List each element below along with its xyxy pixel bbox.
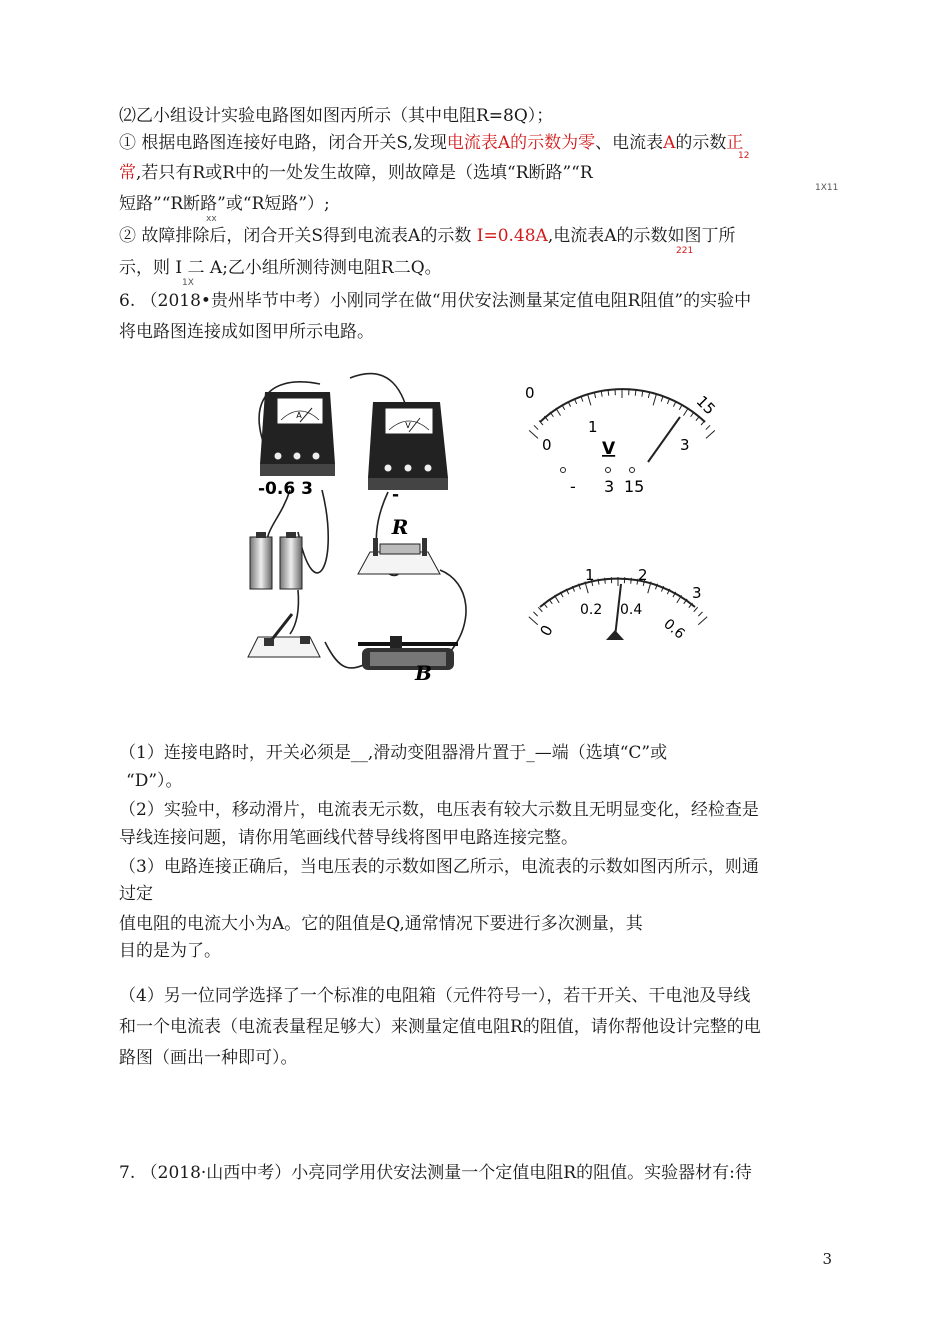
resistor bbox=[358, 515, 440, 574]
text: 值电阻的电流大小为A。它的阻值是Q,通常情况下要进行多次测量，其 bbox=[119, 914, 643, 934]
q6-part-4-line-3 bbox=[119, 1046, 298, 1070]
text: 短路”“R断路”或“R短路”）; bbox=[119, 194, 330, 214]
q6-part-3-line-1 bbox=[119, 855, 759, 879]
dial-tick bbox=[533, 612, 537, 616]
q7-line-1 bbox=[119, 1161, 752, 1185]
dial-label: 0.4 bbox=[620, 602, 643, 618]
text: “D”）。 bbox=[126, 771, 183, 791]
dial-tick bbox=[605, 578, 606, 584]
terminal-label: 15 bbox=[624, 477, 645, 496]
rheostat-label: B bbox=[415, 661, 432, 685]
dial-tick bbox=[653, 394, 656, 406]
q6-part-3-line-4 bbox=[119, 939, 221, 963]
dial-unit: V bbox=[602, 439, 616, 459]
dial-label: 0.6 bbox=[660, 616, 688, 643]
dial-tick bbox=[635, 390, 636, 396]
q5-subpart-2-line bbox=[119, 104, 553, 128]
dial-tick bbox=[694, 607, 698, 611]
dial-tick bbox=[706, 430, 715, 438]
dial-label: 0.2 bbox=[580, 602, 603, 618]
q6-part-3-line-3 bbox=[119, 912, 643, 936]
q5-line-6 bbox=[119, 256, 442, 280]
text: ⑵乙小组设计实验电路图如图丙所示（其中电阻R=8Q）； bbox=[119, 106, 554, 126]
dial-tick bbox=[698, 612, 702, 616]
voltmeter-dial bbox=[525, 384, 719, 496]
dial-label: 15 bbox=[692, 392, 719, 419]
dial-label: 3 bbox=[680, 436, 690, 454]
dial-tick bbox=[538, 607, 542, 611]
dial-tick bbox=[529, 430, 538, 438]
dial-label: 1 bbox=[585, 566, 595, 584]
terminal-label: 3 bbox=[604, 477, 615, 496]
switch bbox=[248, 614, 320, 657]
dial-label: 0 bbox=[542, 436, 552, 454]
text: 路图（画出一种即可）。 bbox=[119, 1048, 298, 1068]
dial-tick bbox=[698, 617, 707, 625]
red-text: 常 bbox=[119, 163, 136, 183]
dial-label: 0 bbox=[536, 621, 557, 640]
ammeter-terminals: -0.6 3 bbox=[258, 479, 313, 499]
text: ② 故障排除后，闭合开关S得到电流表A的示数 bbox=[119, 226, 477, 246]
circuit-figure bbox=[240, 352, 720, 737]
ammeter-label: A bbox=[296, 411, 302, 420]
text: （2）实验中，移动滑片，电流表无示数，电压表有较大示数且无明显变化，经检查是 bbox=[119, 800, 759, 820]
battery-cells bbox=[250, 532, 302, 589]
dial-tick bbox=[534, 425, 538, 429]
text: 将电路图连接成如图甲所示电路。 bbox=[119, 322, 374, 342]
voltmeter-terminals: - bbox=[392, 485, 400, 505]
rheostat bbox=[358, 636, 458, 685]
ammeter bbox=[258, 392, 335, 499]
text: 、电流表 bbox=[595, 133, 664, 153]
q6-part-4-line-1 bbox=[119, 984, 750, 1008]
voltmeter-label: V bbox=[405, 421, 411, 430]
subscript: 1X bbox=[182, 278, 194, 288]
text: 导线连接问题，请你用笔画线代替导线将图甲电路连接完整。 bbox=[119, 828, 578, 848]
subscript: 221 bbox=[676, 246, 694, 256]
q5-line-4 bbox=[119, 192, 330, 216]
dial-tick bbox=[529, 617, 538, 625]
dial-tick bbox=[588, 394, 591, 406]
red-text: 正 bbox=[726, 133, 744, 153]
dial-tick bbox=[706, 425, 710, 429]
q5-line-5 bbox=[119, 224, 736, 248]
text: ① 根据电路图连接好电路，闭合开关S,发现 bbox=[119, 133, 447, 153]
text: 6. （2018•贵州毕节中考）小刚同学在做“用伏安法测量某定值电阻R阻值”的实验中 bbox=[119, 291, 752, 311]
text: 示，则 I 二 A;乙小组所测待测电阻R二Q。 bbox=[119, 258, 442, 278]
subscript: 1X11 bbox=[815, 183, 839, 193]
dial-tick bbox=[683, 408, 688, 416]
text: （4）另一位同学选择了一个标准的电阻箱（元件符号一），若干开关、干电池及导线 bbox=[119, 986, 751, 1006]
q6-part-1-line-2 bbox=[126, 769, 183, 793]
voltmeter bbox=[368, 402, 448, 505]
text: ,若只有R或R中的一处发生故障，则故障是（选填“R断路”“R bbox=[136, 163, 593, 183]
dial-tick bbox=[631, 578, 632, 584]
text: （1）连接电路时，开关必须是__,滑动变阻器滑片置于_—端（选填“C”或 bbox=[119, 743, 668, 763]
q6-line-2 bbox=[119, 320, 374, 344]
subscript: xx bbox=[206, 214, 217, 224]
red-text: A bbox=[663, 133, 676, 153]
q6-part-3-line-2 bbox=[119, 882, 153, 906]
dial-label: 0 bbox=[525, 384, 535, 402]
q6-part-2-line-2 bbox=[119, 826, 578, 850]
resistor-label: R bbox=[391, 515, 409, 539]
dial-tick bbox=[554, 595, 559, 603]
dial-label: 3 bbox=[692, 584, 702, 602]
dial-label: 1 bbox=[588, 418, 598, 436]
q6-part-2-line-1 bbox=[119, 798, 759, 822]
text: 目的是为了。 bbox=[119, 941, 221, 961]
text: 过定 bbox=[119, 884, 153, 904]
ammeter-dial bbox=[529, 566, 707, 643]
dial-tick bbox=[608, 390, 609, 396]
text: 的示数 bbox=[675, 133, 727, 153]
terminal-label: - bbox=[570, 477, 576, 496]
red-text: I=0.48A bbox=[476, 226, 548, 246]
dial-tick bbox=[556, 408, 561, 416]
text: （3）电路连接正确后，当电压表的示数如图乙所示，电流表的示数如图丙所示，则通 bbox=[119, 857, 759, 877]
q6-part-4-line-2 bbox=[119, 1015, 761, 1039]
q6-line-1 bbox=[119, 289, 751, 313]
red-text: 电流表A的示数为零 bbox=[446, 133, 596, 153]
subscript: 12 bbox=[738, 151, 750, 161]
text: 和一个电流表（电流表量程足够大）来测量定值电阻R的阻值，请你帮他设计完整的电 bbox=[119, 1017, 761, 1037]
page-number: 3 bbox=[822, 1250, 832, 1268]
q5-line-3 bbox=[119, 161, 593, 185]
q6-part-1-line-1 bbox=[119, 741, 667, 765]
dial-label: 2 bbox=[638, 566, 648, 584]
text: 7. （2018·山西中考）小亮同学用伏安法测量一个定值电阻R的阻值。实验器材有:待 bbox=[119, 1163, 752, 1183]
text: ,电流表A的示数如图丁所 bbox=[547, 226, 736, 246]
q5-line-2 bbox=[119, 131, 743, 155]
